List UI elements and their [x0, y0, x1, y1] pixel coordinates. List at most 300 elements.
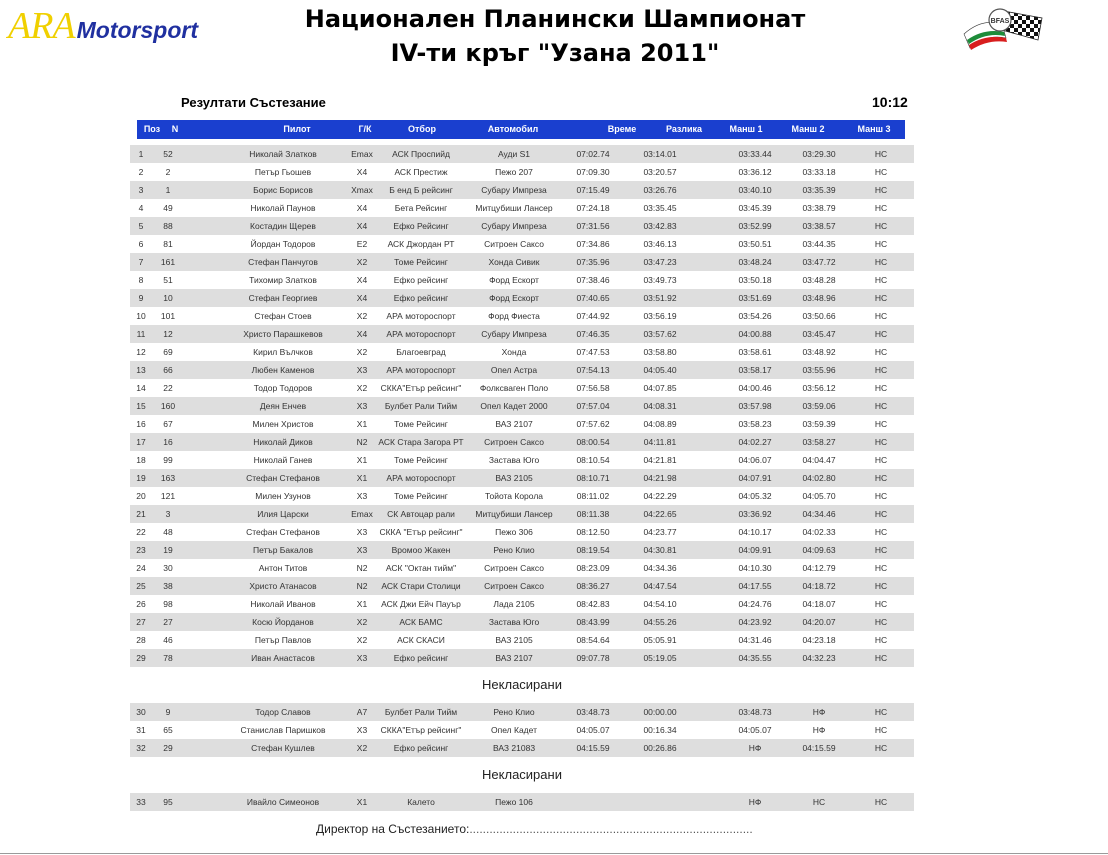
cell-m3: НС	[874, 203, 888, 213]
cell-m1: 04:05.07	[738, 725, 772, 735]
cell-diff: 03:58.80	[643, 347, 677, 357]
cell-diff: 04:11.81	[643, 437, 677, 447]
bottom-divider	[0, 853, 1108, 854]
cell-pos: 28	[136, 635, 146, 645]
cell-m3: НС	[874, 797, 888, 807]
cell-n: 88	[163, 221, 173, 231]
cell-pilot: Петър Бакалов	[252, 545, 314, 555]
table-row	[130, 469, 914, 487]
cell-m2: 03:48.92	[802, 347, 836, 357]
cell-team: АСК Проспийд	[392, 149, 450, 159]
cell-team: СККА "Етър рейсинг"	[379, 527, 463, 537]
cell-m1: 04:31.46	[738, 635, 772, 645]
cell-m2: 04:12.79	[802, 563, 836, 573]
cell-gk: X3	[356, 653, 368, 663]
cell-m1: 03:50.18	[738, 275, 772, 285]
cell-team: Ефко Рейсинг	[393, 221, 449, 231]
cell-m2: 04:02.80	[802, 473, 836, 483]
cell-n: 16	[163, 437, 173, 447]
cell-m1: НФ	[748, 743, 762, 753]
cell-diff: 04:23.77	[643, 527, 677, 537]
cell-pos: 31	[136, 725, 146, 735]
cell-n: 78	[163, 653, 173, 663]
table-row	[130, 559, 914, 577]
cell-m3: НС	[874, 167, 888, 177]
cell-car: Ауди S1	[497, 149, 530, 159]
table-row	[130, 613, 914, 631]
cell-m1: 04:10.30	[738, 563, 772, 573]
cell-car: Рено Клио	[493, 545, 535, 555]
cell-m2: 03:45.47	[802, 329, 836, 339]
cell-m3: НС	[874, 581, 888, 591]
cell-m2: 04:04.47	[802, 455, 836, 465]
table-row	[130, 649, 914, 667]
cell-m1: 04:17.55	[738, 581, 772, 591]
cell-team: АСК Престиж	[394, 167, 448, 177]
cell-pilot: Стефан Георгиев	[248, 293, 318, 303]
cell-n: 51	[163, 275, 173, 285]
director-signature-dots: .....................................................................................	[469, 822, 753, 836]
table-row	[130, 181, 914, 199]
cell-gk: X3	[356, 527, 368, 537]
cell-m2: 04:18.07	[802, 599, 836, 609]
cell-gk: X2	[356, 617, 368, 627]
cell-gk: X4	[356, 293, 368, 303]
table-row	[130, 217, 914, 235]
cell-gk: X4	[356, 167, 368, 177]
cell-team: Ефко рейсинг	[393, 653, 449, 663]
brand-ara: ARA	[8, 5, 75, 47]
cell-car: Субару Импреза	[481, 221, 547, 231]
cell-diff: 05:05.91	[643, 635, 677, 645]
cell-diff: 04:22.65	[643, 509, 677, 519]
cell-m3: НС	[874, 401, 888, 411]
cell-m3: НС	[874, 707, 888, 717]
cell-time: 08:10.71	[576, 473, 610, 483]
cell-car: Форд Ескорт	[489, 275, 539, 285]
cell-n: 2	[165, 167, 171, 177]
cell-pos: 24	[136, 563, 146, 573]
cell-n: 67	[163, 419, 173, 429]
table-row	[130, 541, 914, 559]
cell-m3: НС	[874, 491, 888, 501]
cell-time: 03:48.73	[576, 707, 610, 717]
cell-m2: НС	[812, 797, 826, 807]
cell-pos: 14	[136, 383, 146, 393]
cell-n: 29	[163, 743, 173, 753]
cell-team: АСК Стара Загора РТ	[378, 437, 464, 447]
cell-pilot: Костадин Щерев	[250, 221, 316, 231]
cell-m2: 03:48.96	[802, 293, 836, 303]
cell-gk: X3	[356, 725, 368, 735]
cell-team: Томе Рейсинг	[394, 491, 448, 501]
cell-car: Хонда	[501, 347, 527, 357]
cell-time: 07:57.04	[576, 401, 610, 411]
classified-rows	[130, 145, 914, 667]
cell-m3: НС	[874, 527, 888, 537]
cell-m1: 04:09.91	[738, 545, 772, 555]
cell-gk: X2	[356, 347, 368, 357]
cell-time: 08:00.54	[576, 437, 610, 447]
unclassified-rows-2	[130, 793, 914, 811]
cell-team: АСК БАМС	[399, 617, 443, 627]
cell-pos: 10	[136, 311, 146, 321]
clock-time: 10:12	[872, 94, 908, 110]
cell-gk: X2	[356, 311, 368, 321]
cell-n: 65	[163, 725, 173, 735]
cell-time: 07:34.86	[576, 239, 610, 249]
cell-time: 07:57.62	[576, 419, 610, 429]
cell-gk: X3	[356, 545, 368, 555]
cell-car: Рено Клио	[493, 707, 535, 717]
cell-m1: 03:54.26	[738, 311, 772, 321]
cell-m1: 04:00.46	[738, 383, 772, 393]
cell-gk: X1	[356, 473, 368, 483]
cell-car: Митцубиши Лансер	[475, 203, 553, 213]
cell-n: 3	[165, 509, 171, 519]
cell-m3: НС	[874, 293, 888, 303]
cell-m1: 03:36.92	[738, 509, 772, 519]
cell-diff: 00:16.34	[643, 725, 677, 735]
cell-pilot: Борис Борисов	[253, 185, 313, 195]
cell-car: Застава Юго	[488, 617, 540, 627]
cell-gk: X3	[356, 491, 368, 501]
cell-car: Застава Юго	[488, 455, 540, 465]
cell-pos: 15	[136, 401, 146, 411]
cell-m1: 03:52.99	[738, 221, 772, 231]
cell-diff: 03:47.23	[643, 257, 677, 267]
cell-pilot: Христо Атанасов	[249, 581, 317, 591]
cell-m3: НС	[874, 239, 888, 249]
cell-car: Митцубиши Лансер	[475, 509, 553, 519]
table-row	[130, 235, 914, 253]
cell-m2: 03:56.12	[802, 383, 836, 393]
cell-time: 08:23.09	[576, 563, 610, 573]
cell-gk: X2	[356, 635, 368, 645]
cell-gk: Emax	[351, 509, 373, 519]
col-car: Автомобил	[487, 124, 539, 134]
cell-pilot: Любен Каменов	[251, 365, 315, 375]
cell-m1: 03:58.61	[738, 347, 772, 357]
cell-gk: X3	[356, 365, 368, 375]
cell-m2: 04:23.18	[802, 635, 836, 645]
cell-gk: X1	[356, 455, 368, 465]
cell-diff: 03:35.45	[643, 203, 677, 213]
table-row	[130, 289, 914, 307]
table-row	[130, 163, 914, 181]
cell-n: 160	[160, 401, 176, 411]
cell-pilot: Станислав Паришков	[240, 725, 326, 735]
cell-gk: E2	[356, 239, 368, 249]
cell-pilot: Деян Енчев	[259, 401, 307, 411]
cell-m3: НС	[874, 599, 888, 609]
cell-m2: НФ	[812, 725, 826, 735]
cell-pilot: Милен Христов	[252, 419, 314, 429]
cell-m1: 03:33.44	[738, 149, 772, 159]
table-row	[130, 379, 914, 397]
cell-m1: 03:48.24	[738, 257, 772, 267]
table-row	[130, 703, 914, 721]
cell-team: Булбет Рали Тийм	[384, 401, 458, 411]
cell-m2: 03:59.39	[802, 419, 836, 429]
table-row	[130, 199, 914, 217]
cell-n: 48	[163, 527, 173, 537]
cell-pilot: Стефан Кушлев	[251, 743, 315, 753]
cell-m1: 04:06.07	[738, 455, 772, 465]
cell-n: 81	[163, 239, 173, 249]
cell-m3: НС	[874, 149, 888, 159]
cell-pilot: Христо Парашкевов	[243, 329, 323, 339]
logo-text: BFAS	[990, 18, 1010, 25]
cell-m3: НС	[874, 563, 888, 573]
cell-gk: X1	[356, 419, 368, 429]
cell-gk: Emax	[351, 149, 373, 159]
cell-n: 30	[163, 563, 173, 573]
cell-m2: 03:38.57	[802, 221, 836, 231]
cell-car: ВАЗ 2105	[495, 635, 533, 645]
cell-pilot: Стефан Стоев	[254, 311, 312, 321]
cell-gk: X4	[356, 329, 368, 339]
brand-motorsport: Motorsport	[76, 17, 199, 43]
cell-m3: НС	[874, 473, 888, 483]
cell-m3: НС	[874, 185, 888, 195]
cell-team: Томе Рейсинг	[394, 257, 448, 267]
cell-n: 22	[163, 383, 173, 393]
cell-pos: 23	[136, 545, 146, 555]
cell-time: 08:42.83	[576, 599, 610, 609]
cell-team: АРА мотороспорт	[386, 365, 456, 375]
cell-m3: НС	[874, 653, 888, 663]
cell-car: Пежо 306	[495, 527, 533, 537]
cell-car: Форд Ескорт	[489, 293, 539, 303]
cell-gk: X4	[356, 203, 368, 213]
cell-diff: 03:49.73	[643, 275, 677, 285]
cell-pilot: Николай Иванов	[250, 599, 316, 609]
cell-n: 161	[160, 257, 176, 267]
cell-time: 07:44.92	[576, 311, 610, 321]
cell-m2: 04:05.70	[802, 491, 836, 501]
cell-time: 07:56.58	[576, 383, 610, 393]
cell-m1: НФ	[748, 797, 762, 807]
cell-m2: 03:58.27	[802, 437, 836, 447]
cell-pos: 25	[136, 581, 146, 591]
cell-car: ВАЗ 21083	[492, 743, 536, 753]
cell-diff: 04:05.40	[643, 365, 677, 375]
cell-pilot: Николай Златков	[249, 149, 317, 159]
cell-pos: 19	[136, 473, 146, 483]
cell-team: СК Автоцар рали	[387, 509, 455, 519]
table-row	[130, 577, 914, 595]
cell-gk: X4	[356, 221, 368, 231]
cell-team: АСК Стари Столици	[381, 581, 461, 591]
cell-gk: N2	[356, 581, 368, 591]
cell-car: ВАЗ 2107	[495, 653, 533, 663]
cell-n: 19	[163, 545, 173, 555]
bfas-checkered-flag-logo-icon	[958, 4, 1048, 56]
cell-m2: 03:59.06	[802, 401, 836, 411]
cell-car: Ситроен Саксо	[484, 437, 544, 447]
table-row	[130, 595, 914, 613]
cell-car: Пежо 106	[495, 797, 533, 807]
cell-pos: 4	[138, 203, 144, 213]
cell-team: Вромоо Жакен	[391, 545, 451, 555]
cell-m1: 03:40.10	[738, 185, 772, 195]
cell-time: 08:11.02	[576, 491, 610, 501]
cell-pos: 22	[136, 527, 146, 537]
cell-car: Опел Кадет 2000	[480, 401, 548, 411]
cell-m1: 03:51.69	[738, 293, 772, 303]
cell-diff: 00:26.86	[643, 743, 677, 753]
cell-pos: 20	[136, 491, 146, 501]
cell-pilot: Петър Гьошев	[254, 167, 312, 177]
cell-m1: 04:23.92	[738, 617, 772, 627]
cell-m1: 04:24.76	[738, 599, 772, 609]
cell-m2: 03:38.79	[802, 203, 836, 213]
cell-m2: 03:35.39	[802, 185, 836, 195]
cell-diff: 04:22.29	[643, 491, 677, 501]
cell-car: Опел Астра	[490, 365, 538, 375]
cell-time: 07:24.18	[576, 203, 610, 213]
cell-team: Калето	[407, 797, 435, 807]
cell-pilot: Антон Титов	[258, 563, 308, 573]
cell-gk: X4	[356, 275, 368, 285]
cell-diff: 03:56.19	[643, 311, 677, 321]
page-title	[260, 2, 850, 70]
table-row	[130, 307, 914, 325]
cell-pilot: Петър Павлов	[254, 635, 312, 645]
cell-diff: 00:00.00	[643, 707, 677, 717]
cell-diff: 03:51.92	[643, 293, 677, 303]
cell-n: 49	[163, 203, 173, 213]
cell-car: Лада 2105	[493, 599, 535, 609]
cell-car: Субару Импреза	[481, 185, 547, 195]
cell-time: 08:11.38	[576, 509, 610, 519]
cell-diff: 04:54.10	[643, 599, 677, 609]
cell-n: 163	[160, 473, 176, 483]
cell-team: АСК "Октан тийм"	[385, 563, 457, 573]
table-row	[130, 145, 914, 163]
col-pilot: Пилот	[283, 124, 311, 134]
cell-pos: 33	[136, 797, 146, 807]
cell-pos: 8	[138, 275, 144, 285]
cell-time: 07:35.96	[576, 257, 610, 267]
cell-diff: 04:08.31	[643, 401, 677, 411]
cell-time: 07:02.74	[576, 149, 610, 159]
cell-m1: 04:05.32	[738, 491, 772, 501]
cell-diff: 03:42.83	[643, 221, 677, 231]
cell-gk: X1	[356, 797, 368, 807]
cell-m3: НС	[874, 635, 888, 645]
cell-m3: НС	[874, 329, 888, 339]
cell-m2: 03:55.96	[802, 365, 836, 375]
cell-m2: 04:34.46	[802, 509, 836, 519]
cell-car: ВАЗ 2105	[495, 473, 533, 483]
cell-m1: 03:58.23	[738, 419, 772, 429]
cell-team: АСК Джордан РТ	[387, 239, 455, 249]
cell-time: 07:47.53	[576, 347, 610, 357]
cell-car: Хонда Сивик	[488, 257, 540, 267]
cell-pilot: Тодор Тодоров	[253, 383, 313, 393]
cell-diff: 04:55.26	[643, 617, 677, 627]
cell-car: ВАЗ 2107	[495, 419, 533, 429]
cell-time: 07:40.65	[576, 293, 610, 303]
cell-pos: 27	[136, 617, 146, 627]
cell-team: АСК СКАСИ	[397, 635, 445, 645]
cell-time: 08:12.50	[576, 527, 610, 537]
cell-m3: НС	[874, 257, 888, 267]
cell-time: 08:36.27	[576, 581, 610, 591]
cell-team: Булбет Рали Тийм	[384, 707, 458, 717]
cell-pos: 11	[136, 329, 146, 339]
cell-team: Ефко рейсинг	[393, 293, 449, 303]
director-label: Директор на Състезанието:	[316, 822, 470, 836]
cell-team: АРА мотороспорт	[386, 473, 456, 483]
cell-time: 07:46.35	[576, 329, 610, 339]
col-m2: Манш 2	[791, 124, 825, 134]
cell-pos: 21	[136, 509, 146, 519]
cell-time: 08:43.99	[576, 617, 610, 627]
cell-pilot: Николай Диков	[253, 437, 313, 447]
cell-team: Благоевград	[396, 347, 446, 357]
cell-m2: 03:29.30	[802, 149, 836, 159]
col-m1: Манш 1	[729, 124, 763, 134]
table-row	[130, 253, 914, 271]
unclassified-title-2: Некласирани	[482, 767, 562, 782]
cell-n: 101	[160, 311, 176, 321]
cell-diff: 04:34.36	[643, 563, 677, 573]
cell-n: 69	[163, 347, 173, 357]
col-diff: Разлика	[665, 124, 703, 134]
col-n: N	[171, 124, 179, 134]
cell-m3: НС	[874, 221, 888, 231]
col-pos: Поз	[143, 124, 161, 134]
cell-gk: X1	[356, 599, 368, 609]
cell-diff: 03:57.62	[643, 329, 677, 339]
cell-team: АРА мотороспорт	[386, 311, 456, 321]
table-row	[130, 397, 914, 415]
cell-gk: N2	[356, 563, 368, 573]
cell-m3: НС	[874, 455, 888, 465]
cell-car: Ситроен Саксо	[484, 239, 544, 249]
cell-team: Ефко рейсинг	[393, 743, 449, 753]
cell-diff: 04:07.85	[643, 383, 677, 393]
cell-pilot: Тодор Славов	[255, 707, 311, 717]
cell-car: Пежо 207	[495, 167, 533, 177]
cell-gk: X2	[356, 257, 368, 267]
cell-n: 46	[163, 635, 173, 645]
cell-n: 121	[160, 491, 176, 501]
cell-pos: 2	[138, 167, 144, 177]
cell-m1: 04:02.27	[738, 437, 772, 447]
cell-diff: 04:21.98	[643, 473, 677, 483]
cell-pilot: Николай Ганев	[253, 455, 313, 465]
cell-time: 08:54.64	[576, 635, 610, 645]
cell-team: Томе Рейсинг	[394, 455, 448, 465]
cell-time: 09:07.78	[576, 653, 610, 663]
cell-car: Субару Импреза	[481, 329, 547, 339]
cell-m3: НС	[874, 311, 888, 321]
cell-m2: 03:48.28	[802, 275, 836, 285]
cell-gk: A7	[356, 707, 368, 717]
table-row	[130, 343, 914, 361]
cell-pilot: Милен Узунов	[255, 491, 311, 501]
cell-m2: 04:15.59	[802, 743, 836, 753]
cell-pilot: Кирил Вълчков	[253, 347, 313, 357]
cell-pos: 3	[138, 185, 144, 195]
cell-team: АРА мотороспорт	[386, 329, 456, 339]
cell-pilot: Стефан Стефанов	[246, 473, 320, 483]
cell-diff: 04:21.81	[643, 455, 677, 465]
